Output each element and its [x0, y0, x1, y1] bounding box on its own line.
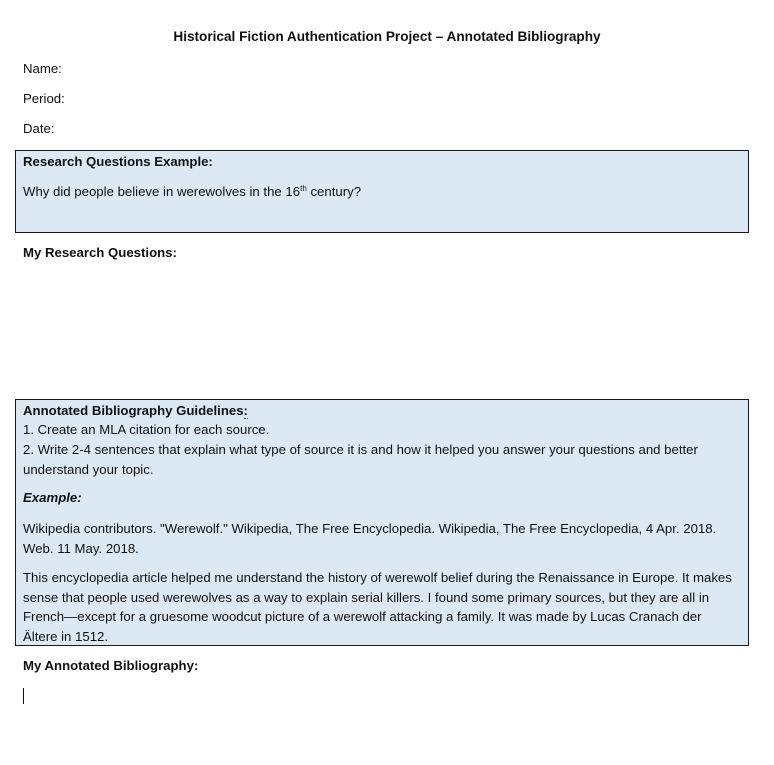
my-annotated-bibliography-heading: My Annotated Bibliography: — [23, 658, 199, 673]
question-text-start: Why did people believe in werewolves in the 16 — [23, 184, 301, 199]
example-annotation: This encyclopedia article helped me understand the history of werewolf belief during the Renaissance in Europe. It makes sense that people used werewolves as a way to explain serial killers. I found some primary sources, but they are all in French—except for a gruesome woodcut picture of a werewolf attacking a family. It was made by Lucas Cranach der Ältere in 1512. — [23, 570, 732, 644]
date-field-label[interactable]: Date: — [23, 121, 55, 136]
research-example-question — [23, 184, 361, 199]
research-example-heading: Research Questions Example: — [23, 154, 213, 169]
question-text-end: century? — [306, 184, 362, 199]
document-title: Historical Fiction Authentication Project – Annotated Bibliography — [173, 29, 601, 44]
text-cursor — [23, 688, 24, 704]
my-research-questions-heading: My Research Questions: — [23, 245, 177, 260]
guidelines-heading-text: Annotated Bibliography Guidelines — [23, 403, 244, 418]
research-questions-example-box — [15, 150, 749, 233]
grammar-check-marker[interactable]: : — [243, 403, 248, 418]
ordinal-superscript: th — [300, 184, 307, 193]
guideline-item-1: 1. Create an MLA citation for each source. — [23, 422, 270, 437]
name-field-label[interactable]: Name: — [23, 61, 62, 76]
my-research-questions-area[interactable] — [15, 268, 749, 393]
my-annotated-bibliography-area[interactable] — [15, 682, 749, 752]
guidelines-heading — [23, 403, 248, 418]
annotated-bibliography-guidelines-box — [15, 399, 749, 646]
guideline-item-2: 2. Write 2-4 sentences that explain what type of source it is and how it helped you answer your questions and better understand your topic. — [23, 442, 698, 477]
period-field-label[interactable]: Period: — [23, 91, 65, 106]
example-label: Example: — [23, 490, 82, 505]
example-citation: Wikipedia contributors. "Werewolf." Wikipedia, The Free Encyclopedia. Wikipedia, The Free Encyclopedia, 4 Apr. 2018. Web. 11 May. 2018. — [23, 521, 717, 556]
